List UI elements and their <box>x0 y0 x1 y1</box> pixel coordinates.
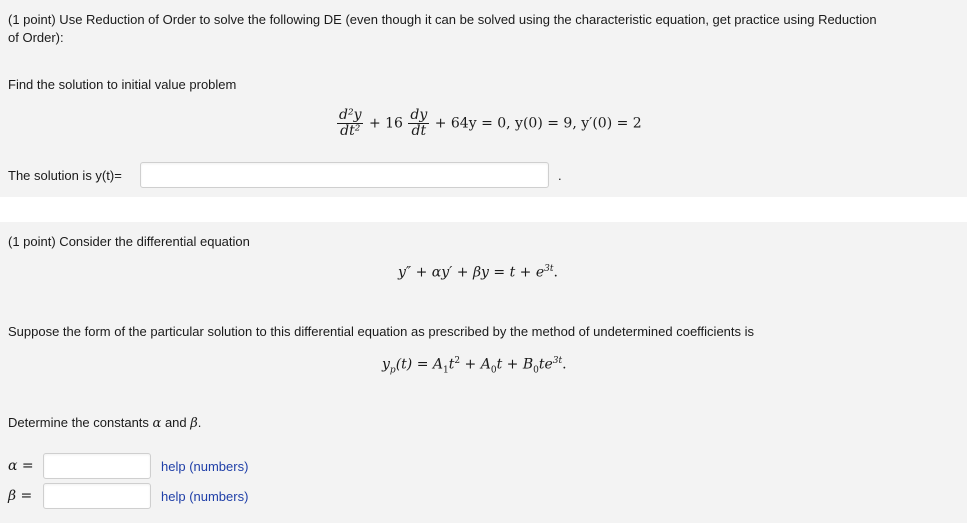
determine-constants-text: Determine the constants α and β. <box>8 415 202 431</box>
help-numbers-link-beta[interactable]: help (numbers) <box>161 489 249 504</box>
beta-input[interactable] <box>43 483 151 509</box>
problem-1-prompt: Find the solution to initial value problem <box>8 77 237 92</box>
frac-dy-dt: $\frac{dy}{dt}$ <box>410 107 428 139</box>
problem-2-suppose: Suppose the form of the particular solution to this differential equation as prescribed by the method of undetermined coefficients is <box>8 324 755 339</box>
solution-input[interactable] <box>140 162 549 188</box>
problem-2-intro: (1 point) Consider the differential equation <box>8 234 250 249</box>
problem-1-intro-line2: of Order): <box>8 30 64 45</box>
problem-1-equation: $\frac{\text{d²y}}{\text{dt²}}$ + 16 $\frac{dy}{dt}$ + 64y = 0, y(0) = 9, y′(0) = 2 <box>339 107 642 139</box>
problem-2 <box>0 222 967 523</box>
frac-d2y-dt2: $\frac{\text{d²y}}{\text{dt²}}$ <box>339 107 362 139</box>
alpha-label: α = <box>8 458 34 474</box>
help-numbers-link-alpha[interactable]: help (numbers) <box>161 459 249 474</box>
particular-solution-form: $y_p(t) = A_1t^2 + A_0t + B_0te^{3t}$. <box>382 356 567 376</box>
problem-2-equation: $y'' + \alpha y' + \beta y = t + e^{3t}$. <box>398 264 558 281</box>
trailing-period: . <box>558 168 562 183</box>
problem-1 <box>0 0 967 197</box>
problem-1-intro-line1: (1 point) Use Reduction of Order to solve the following DE (even though it can be solved using the characteristic equation, get practice using Reduction <box>8 12 877 27</box>
alpha-input[interactable] <box>43 453 151 479</box>
beta-label: β = <box>8 488 33 504</box>
problem-1-answer-label: The solution is y(t)= <box>8 168 122 183</box>
